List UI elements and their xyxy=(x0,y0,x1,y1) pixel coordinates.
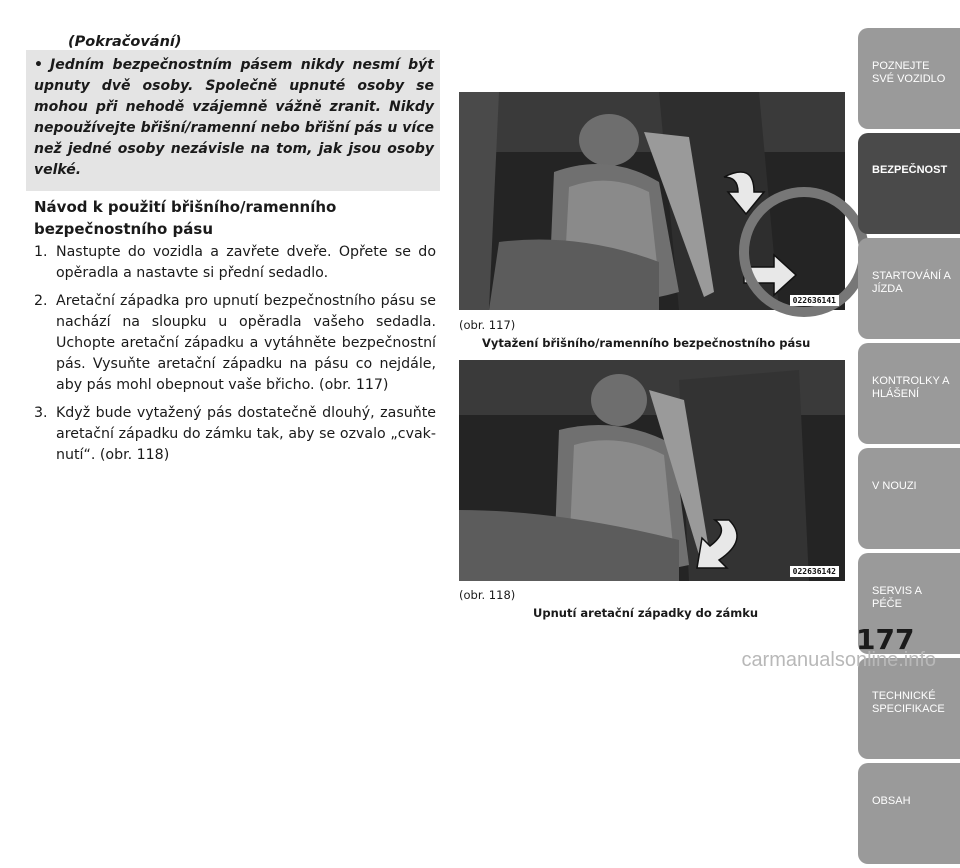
warning-body: Jedním bezpečnostním pásem nikdy nesmí být upnuty dvě osoby. Společně upnuté osoby se mohou při nehodě vzájemně vážně zranit. Nikdy nepoužívejte břišní/ramenní nebo břišní pás u více než jedné osoby nezávisle na tom, jak jsou osoby velké. xyxy=(34,57,434,178)
step-number: 1. xyxy=(34,244,48,260)
tab-label: STARTOVÁNÍ A JÍZDA xyxy=(872,270,951,295)
step-item xyxy=(34,242,436,284)
steps-list xyxy=(34,242,436,473)
tab-technicke-specifikace[interactable] xyxy=(858,658,960,759)
figure-label: (obr. 118) xyxy=(459,588,516,602)
watermark: carmanualsonline.info xyxy=(741,649,936,671)
tab-obsah[interactable] xyxy=(858,763,960,864)
buckle-latch-illustration xyxy=(459,360,845,581)
tab-label: BEZPEČNOST xyxy=(872,164,948,176)
tab-label: POZNEJTE SVÉ VOZIDLO xyxy=(872,60,946,85)
tab-label: TECHNICKÉ SPECIFIKACE xyxy=(872,690,945,715)
warning-bullet: • xyxy=(34,57,43,73)
figure-code: 022636141 xyxy=(790,295,839,306)
figure-label: (obr. 117) xyxy=(459,318,516,332)
step-text: Když bude vytažený pás dostatečně dlouhý, zasuňte aretační západku do zámku tak, aby se ozvalo „cvak-nutí“. (obr. 118) xyxy=(56,405,436,463)
tab-label: V NOUZI xyxy=(872,480,917,492)
tab-kontrolky-a-hlaseni[interactable] xyxy=(858,343,960,444)
step-text: Nastupte do vozidla a zavřete dveře. Opřete se do opěradla a nastavte si přední sedadlo. xyxy=(56,244,436,281)
section-tabs xyxy=(858,28,960,868)
step-number: 2. xyxy=(34,293,48,309)
tab-startovani-a-jizda[interactable] xyxy=(858,238,960,339)
tab-label: KONTROLKY A HLÁŠENÍ xyxy=(872,375,949,400)
tab-label: SERVIS A PÉČE xyxy=(872,585,922,610)
tab-v-nouzi[interactable] xyxy=(858,448,960,549)
tab-label: OBSAH xyxy=(872,795,911,807)
seat-belt-extend-illustration xyxy=(459,92,845,310)
figure-117-photo xyxy=(459,92,845,310)
section-heading: Návod k použití břišního/ramenního bezpečnostního pásu xyxy=(34,198,337,238)
tab-poznejte-sve-vozidlo[interactable] xyxy=(858,28,960,129)
warning-text xyxy=(34,55,434,181)
figure-code: 022636142 xyxy=(790,566,839,577)
continued-label: (Pokračování) xyxy=(68,34,182,50)
step-item xyxy=(34,291,436,396)
figure-caption: Vytažení břišního/ramenního bezpečnostního pásu xyxy=(482,336,811,350)
page-number: 177 xyxy=(856,623,915,656)
figure-caption: Upnutí aretační západky do zámku xyxy=(533,606,759,620)
tab-bezpecnost[interactable] xyxy=(858,133,960,234)
step-text: Aretační západka pro upnutí bezpečnostního pásu se nachází na sloupku u opěradla vašeho sedadla. Uchopte aretační západku a vytáhněte bezpečnostní pás. Vysuňte aretační západku na pásu co nejdále, aby pás mohl obepnout vaše břicho. (obr. 117) xyxy=(56,293,436,393)
step-item xyxy=(34,403,436,466)
step-number: 3. xyxy=(34,405,48,421)
figure-118-photo xyxy=(459,360,845,581)
